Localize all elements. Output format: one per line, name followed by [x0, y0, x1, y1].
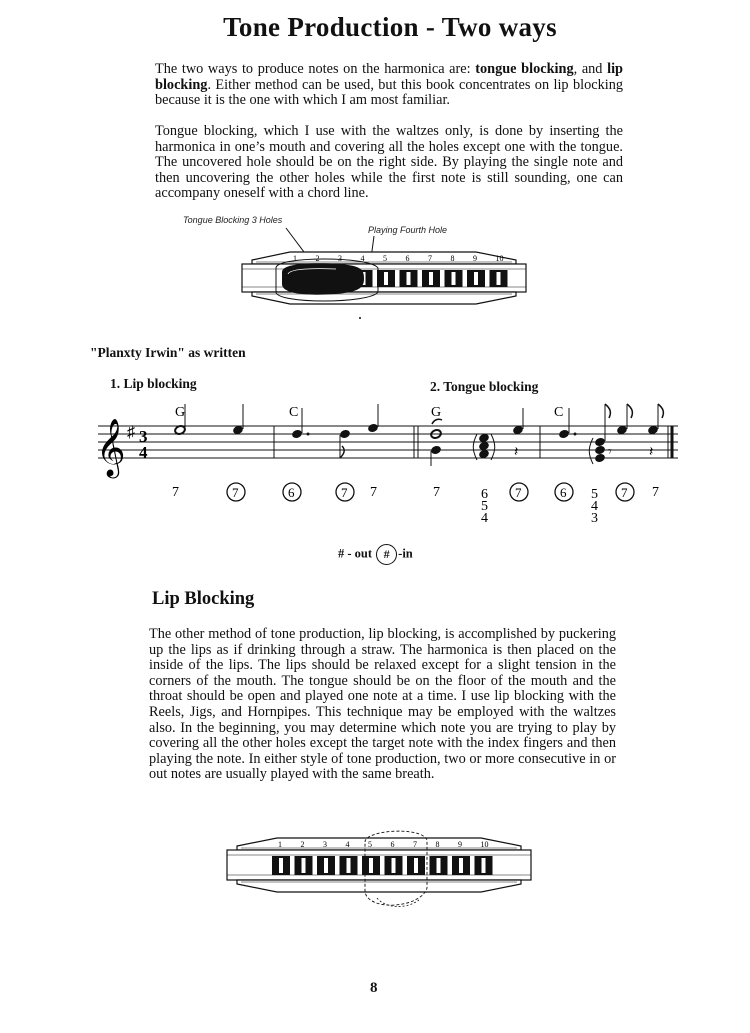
- hole-number: 9: [473, 254, 477, 263]
- tune-title: "Planxty Irwin" as written: [90, 345, 246, 360]
- time-sig-bottom: 4: [139, 443, 148, 462]
- tab2-stack2-3: 3: [591, 511, 598, 526]
- chord-stack-2: [594, 437, 606, 448]
- chord-g-2: G: [431, 405, 442, 420]
- tab2-draw-6: 6: [560, 485, 567, 500]
- hole-number: 9: [458, 840, 462, 849]
- chord-g-1: G: [175, 405, 186, 420]
- hole-number: 4: [345, 840, 350, 849]
- section-label-tongue: 2. Tongue blocking: [430, 379, 539, 394]
- hole-number: 7: [413, 840, 417, 849]
- hole-number: 4: [360, 254, 365, 263]
- page-title: Tone Production - Two ways: [223, 12, 557, 42]
- harmonica-lip-blocking-figure: [225, 828, 535, 918]
- tab2-stack1-5: 5: [481, 499, 488, 514]
- intro-text-1: The two ways to produce notes on the harmonica are:: [155, 61, 476, 77]
- hole-number: 8: [450, 254, 455, 263]
- time-sig-top: 3: [139, 427, 148, 446]
- chord-c-2: C: [554, 405, 564, 420]
- hole-number: 8: [435, 840, 440, 849]
- quarter-note-2: [367, 423, 379, 434]
- tongue-shape: [282, 263, 364, 294]
- eighth-note-1: [339, 429, 351, 440]
- intro-text-2: , and: [573, 61, 608, 77]
- tab-blow-7: 7: [172, 485, 179, 500]
- music-staff: [88, 400, 688, 535]
- tab-legend: [338, 544, 413, 565]
- caption-tongue-blocking: Tongue Blocking 3 Holes: [183, 215, 283, 225]
- hole-number: 2: [315, 254, 320, 263]
- hole-number: 10: [495, 254, 504, 263]
- hole-number: 10: [480, 840, 489, 849]
- tab2-blow-7: 7: [433, 485, 440, 500]
- lip-blocking-heading: Lip Blocking: [152, 589, 255, 609]
- legend-in-circle: #: [376, 544, 397, 565]
- tongue-paragraph: Tongue blocking, which I use with the waltzes only, is done by inserting the harmonica in one’s mouth and covering all the holes except one with the tongue. The uncovered hole should be on the right side. By playing the single note and then uncovering the other holes while the first note is still sounding, one can accompany oneself with a chord line.: [155, 123, 623, 202]
- intro-paragraph: [155, 62, 623, 109]
- intro-text-3: . Either method can be used, but this book concentrates on lip blocking because it is the one with which I am most familiar.: [155, 76, 623, 109]
- hole-number: 3: [338, 254, 342, 263]
- hole-number: 2: [300, 840, 305, 849]
- section-label-lip: 1. Lip blocking: [110, 376, 197, 391]
- tab2-stack1-4: 4: [481, 511, 488, 526]
- intro-bold-tongue: tongue blocking: [475, 61, 574, 77]
- dotted-quarter-1: [291, 429, 303, 440]
- page-number: 8: [370, 980, 378, 996]
- chord-c-1: C: [289, 405, 299, 420]
- tab2-stack2-4: 4: [591, 499, 598, 514]
- hole-number: 5: [368, 840, 372, 849]
- hole-number: 6: [390, 840, 395, 849]
- hole-number: 7: [428, 254, 432, 263]
- tab2-blow-7b: 7: [652, 485, 659, 500]
- dotted-quarter-2: [558, 429, 570, 440]
- tab2-draw-7b: 7: [621, 485, 628, 500]
- key-signature-sharp: ♯: [127, 424, 135, 441]
- tab-draw-7: 7: [232, 485, 239, 500]
- treble-clef: 𝄞: [96, 419, 126, 475]
- lip-paragraph: The other method of tone production, lip blocking, is accomplished by puckering up the lips as if drinking through a straw. The harmonica is then placed on the inside of the lips. The lips should be relaxed except for a slight tension in the corners of the mouth. The tongue should be on the floor of the mouth and the throat should be open and played one note at a time. I use lip blocking with the Reels, Jigs, and Hornpipes. This technique may be employed with the waltzes also. In the beginning, you may determine which note you are trying to play by covering all the other holes except the target note with the index fingers and then playing the note. In either style of tone production, two or more consecutive in or out notes are usually played with the same breath.: [149, 626, 616, 783]
- tab-draw-6: 6: [288, 485, 295, 500]
- legend-out: # - out: [338, 546, 373, 561]
- hole-number: 5: [383, 254, 387, 263]
- tab-draw-7b: 7: [341, 485, 348, 500]
- hole-number: 6: [405, 254, 410, 263]
- intro-bold-lip: lip blocking: [155, 61, 623, 93]
- svg-text:𝄾: 𝄾: [608, 445, 612, 460]
- tab2-blow-6: 6: [481, 487, 488, 502]
- tab2-blow-5: 5: [591, 487, 598, 502]
- tab-blow-7b: 7: [370, 485, 377, 500]
- svg-text:𝄽: 𝄽: [649, 445, 654, 460]
- rest-1: 𝄽: [514, 445, 519, 460]
- harmonica-tongue-blocking-figure: [240, 222, 530, 322]
- legend-in: -in: [398, 546, 413, 561]
- tab2-draw-7: 7: [515, 485, 522, 500]
- caption-fourth-hole: Playing Fourth Hole: [368, 225, 448, 235]
- hole-number: 3: [323, 840, 327, 849]
- hole-number: 1: [278, 840, 282, 849]
- hole-number: 1: [293, 254, 297, 263]
